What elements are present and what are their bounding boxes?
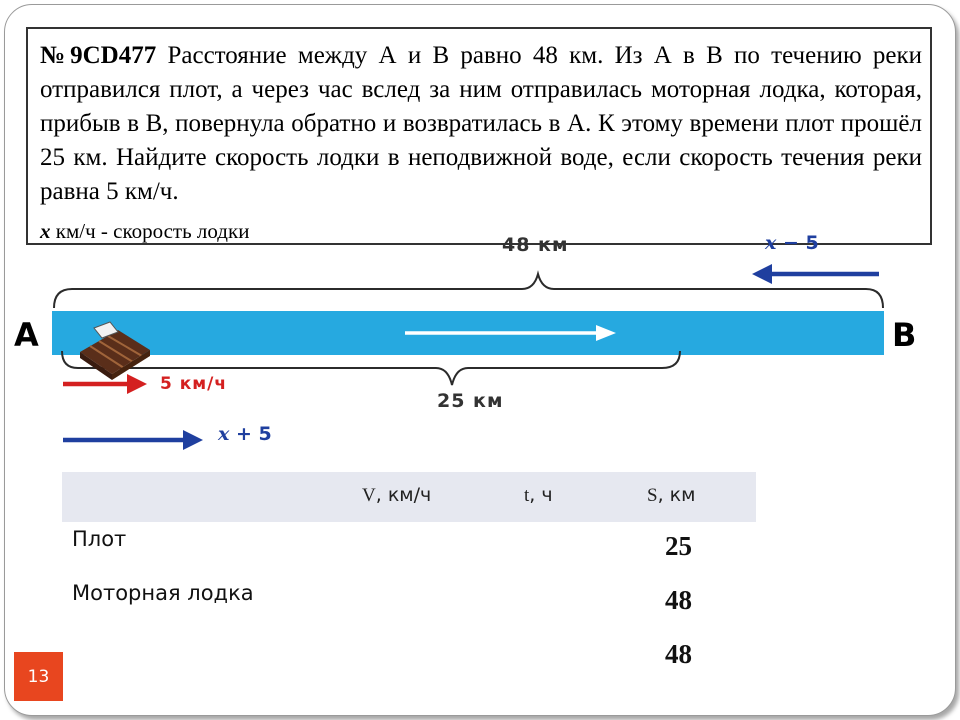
raft-icon (80, 322, 150, 380)
variable-description: км/ч - скорость лодки (50, 219, 250, 243)
upstream-speed-var: x (765, 232, 777, 254)
downstream-arrow (63, 430, 203, 450)
variable-symbol: x (40, 219, 51, 243)
point-a-label: A (14, 316, 39, 354)
brace-raft (62, 351, 680, 385)
header-time: t, ч (524, 484, 553, 506)
brace-total (54, 274, 883, 308)
distance-total-label: 48 км (502, 234, 569, 256)
current-speed-label: 5 км/ч (160, 374, 228, 394)
downstream-speed-rest: + 5 (229, 423, 272, 445)
upstream-speed-label (765, 232, 819, 254)
upstream-arrow (752, 264, 879, 284)
downstream-speed-var: x (218, 423, 230, 445)
header-velocity: V, км/ч (362, 484, 432, 506)
flow-arrow (405, 325, 616, 341)
cell-distance-3: 48 (665, 639, 692, 669)
row-label-boat: Моторная лодка (72, 581, 254, 605)
point-b-label: B (892, 316, 917, 354)
header-distance: S, км (647, 484, 696, 506)
problem-number: №9CD477 (40, 42, 157, 69)
problem-text: Расстояние между А и В равно 48 км. Из А в В по течению реки отправился плот, а через час вслед за ним отправилась моторная лодка, которая, прибыв в В, повернула обратно и возвратилась в А. К этому времени плот прошёл 25 км. Найдите скорость лодки в неподвижной воде, если скорость течения реки равна 5 км/ч. (40, 42, 923, 205)
slide-number: 13 (14, 652, 63, 701)
row-label-raft: Плот (72, 527, 127, 551)
downstream-speed-label (218, 423, 272, 445)
distance-raft-label: 25 км (437, 390, 504, 412)
cell-distance-1: 25 (665, 531, 692, 561)
table-header (62, 472, 756, 522)
upstream-speed-rest: − 5 (776, 232, 819, 254)
cell-distance-2: 48 (665, 585, 692, 615)
current-arrow (63, 374, 147, 394)
